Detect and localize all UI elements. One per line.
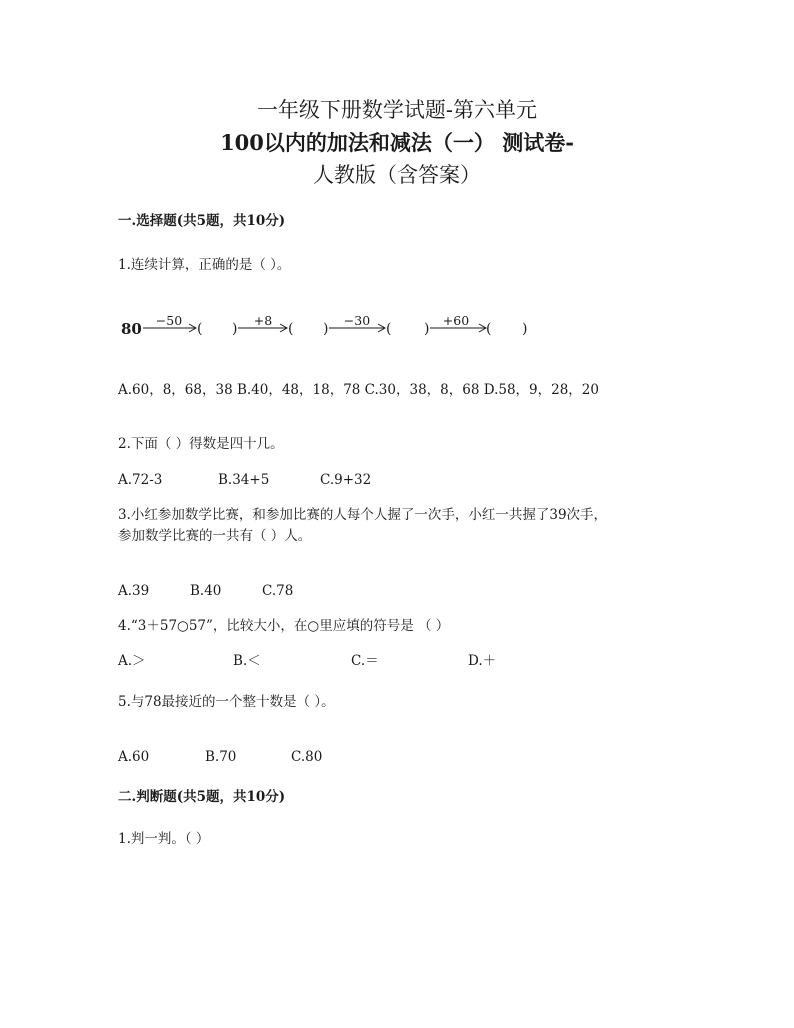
question-4-option-d: D.＋ xyxy=(468,653,497,669)
question-5-option-b: B.70 xyxy=(205,749,237,765)
section-heading-choice: 一.选择题(共5题，共10分) xyxy=(118,213,286,229)
question-4-option-a: A.＞ xyxy=(118,653,146,669)
chain-step-3-label: −30 xyxy=(343,313,371,328)
question-1-stem: 1.连续计算，正确的是（ ）。 xyxy=(118,257,291,273)
question-2-stem: 2.下面（ ）得数是四十几。 xyxy=(118,436,284,452)
question-5-option-a: A.60 xyxy=(118,749,150,765)
chain-arrow-1-icon xyxy=(143,322,199,334)
chain-blank-2-close: ) xyxy=(323,321,329,337)
question-2-option-c: C.9+32 xyxy=(320,472,372,488)
chain-blank-4-close: ) xyxy=(522,321,528,337)
question-4-stem: 4.“3＋57○57”，比较大小，在○里应填的符号是 （ ） xyxy=(118,618,450,634)
chain-arrow-3-icon xyxy=(329,322,387,334)
chain-blank-3-open: ( xyxy=(386,321,392,337)
chain-arrow-2-icon xyxy=(238,322,290,334)
chain-blank-1-close: ) xyxy=(232,321,238,337)
chain-step-1-label: −50 xyxy=(155,313,183,328)
chain-step-2-label: +8 xyxy=(253,313,273,328)
question-3-option-a: A.39 xyxy=(118,583,150,599)
question-5-stem: 5.与78最接近的一个整十数是（ ）。 xyxy=(118,694,335,710)
judgement-question-1-stem: 1.判一判。（ ） xyxy=(118,831,210,847)
question-3-stem-line-1: 3.小红参加数学比赛，和参加比赛的人每个人握了一次手，小红一共握了39次手， xyxy=(118,507,608,523)
chain-blank-4-open: ( xyxy=(486,321,492,337)
chain-blank-2-open: ( xyxy=(288,321,294,337)
chain-blank-3-close: ) xyxy=(424,321,430,337)
chain-start-number: 80 xyxy=(121,320,142,338)
question-3-stem-line-2: 参加数学比赛的一共有（ ）人。 xyxy=(118,528,312,544)
question-1-options: A.60，8，68，38 B.40，48，18，78 C.30，38，8，68 D.58，9，28，20 xyxy=(118,382,599,398)
question-3-option-b: B.40 xyxy=(190,583,222,599)
section-heading-judgement: 二.判断题(共5题，共10分) xyxy=(118,789,286,805)
chain-blank-1-open: ( xyxy=(197,321,203,337)
question-4-option-c: C.＝ xyxy=(351,653,379,669)
title-line-3: 人教版（含答案） xyxy=(313,163,481,187)
title-line-1: 一年级下册数学试题-第六单元 xyxy=(256,98,538,122)
question-2-option-a: A.72-3 xyxy=(118,472,163,488)
chain-arrow-4-icon xyxy=(430,322,488,334)
question-5-option-c: C.80 xyxy=(291,749,323,765)
question-2-option-b: B.34+5 xyxy=(218,472,270,488)
chain-step-4-label: +60 xyxy=(442,313,470,328)
question-3-option-c: C.78 xyxy=(262,583,294,599)
question-4-option-b: B.＜ xyxy=(233,653,261,669)
title-line-2: 100以内的加法和减法（一） 测试卷- xyxy=(220,130,574,155)
